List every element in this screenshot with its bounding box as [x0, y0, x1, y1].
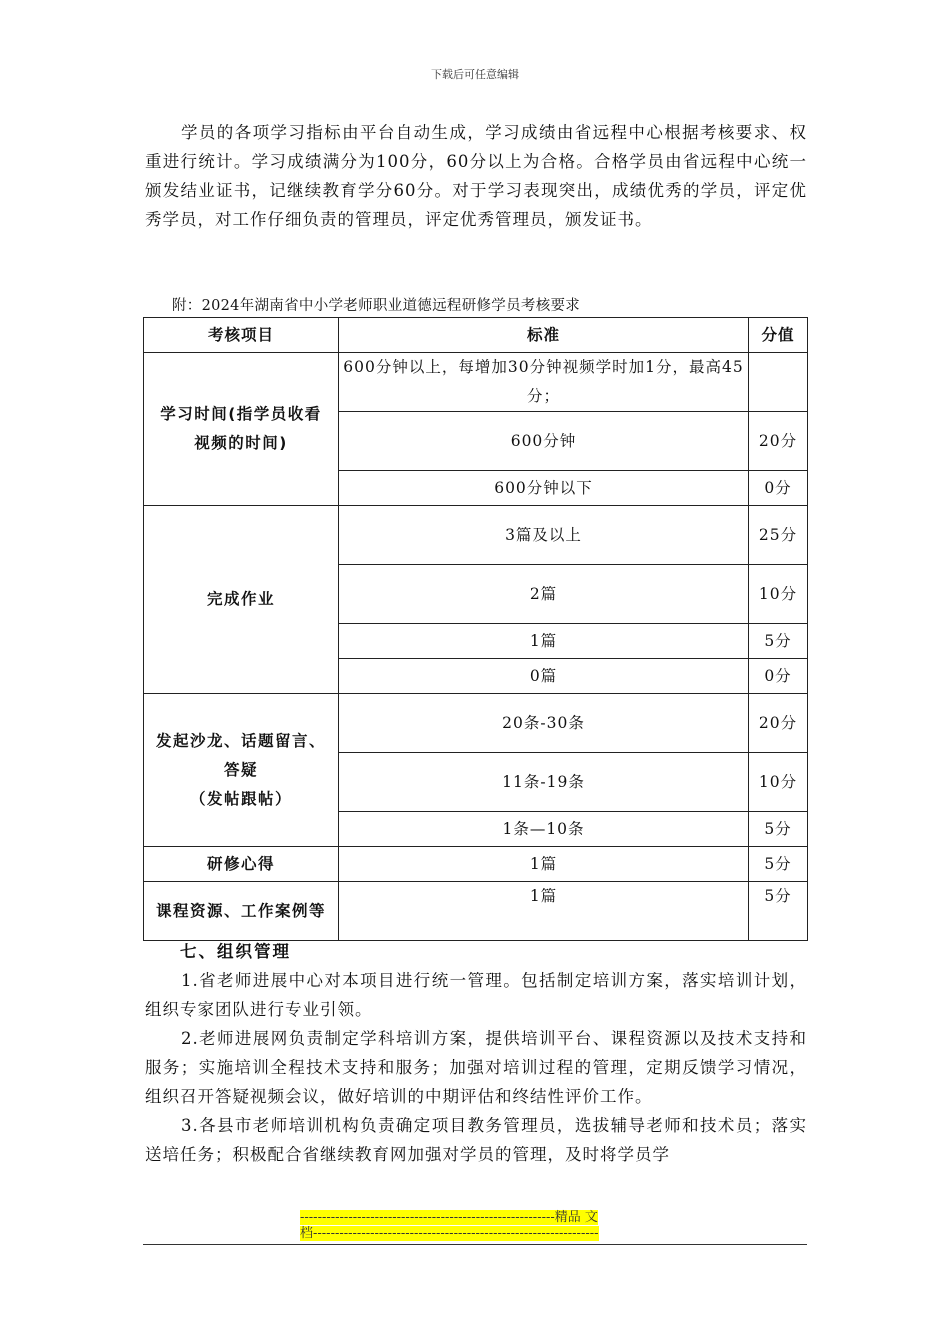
- list-item: 3.各县市老师培训机构负责确定项目教务管理员，选拔辅导老师和技术员；落实送培任务；积极配合省继续教育网加强对学员的管理，及时将学员学: [145, 1116, 807, 1164]
- assessment-table: [143, 317, 808, 941]
- table-row: [144, 506, 808, 565]
- table-row: [144, 882, 808, 941]
- item-study-time: 学习时间(指学员收看 视频的时间): [144, 353, 339, 506]
- header-standard: 标准: [339, 318, 749, 353]
- standard-cell: 2篇: [339, 565, 749, 624]
- table-header-row: [144, 318, 808, 353]
- standard-cell: 600分钟: [339, 412, 749, 471]
- item-homework: 完成作业: [144, 506, 339, 694]
- header-score: 分值: [749, 318, 808, 353]
- score-cell: 25分: [749, 506, 808, 565]
- list-item: 1.省老师进展中心对本项目进行统一管理。包括制定培训方案，落实培训计划，组织专家团队进行专业引领。: [145, 971, 807, 1019]
- table-caption: 附：2024年湖南省中小学老师职业道德远程研修学员考核要求: [172, 298, 581, 314]
- table-row: [144, 847, 808, 882]
- item-reflections: 研修心得: [144, 847, 339, 882]
- standard-cell: 1条—10条: [339, 812, 749, 847]
- section-title: 七、组织管理: [180, 942, 291, 961]
- score-cell: 5分: [749, 624, 808, 659]
- standard-cell: 1篇: [339, 624, 749, 659]
- score-cell: 10分: [749, 565, 808, 624]
- score-cell: [749, 353, 808, 412]
- standard-cell: 1篇: [339, 882, 749, 941]
- standard-cell: 600分钟以上，每增加30分钟视频学时加1分，最高45分；: [339, 353, 749, 412]
- footer-watermark: ----------------------------------------------------------精品 文 档-----------------------------------------------------------------: [300, 1210, 599, 1241]
- standard-cell: 3篇及以上: [339, 506, 749, 565]
- standard-cell: 600分钟以下: [339, 471, 749, 506]
- score-cell: 0分: [749, 471, 808, 506]
- item-salon-posts: 发起沙龙、话题留言、答疑 （发帖跟帖）: [144, 694, 339, 847]
- list-item: 2.老师进展网负责制定学科培训方案，提供培训平台、课程资源以及技术支持和服务；实施培训全程技术支持和服务；加强对培训过程的管理，定期反馈学习情况，组织召开答疑视频会议，做好培训的中期评估和终结性评价工作。: [145, 1029, 807, 1106]
- table-row: [144, 353, 808, 412]
- standard-cell: 1篇: [339, 847, 749, 882]
- score-cell: 5分: [749, 847, 808, 882]
- score-cell: 10分: [749, 753, 808, 812]
- footer-rule: [143, 1244, 807, 1245]
- score-cell: 0分: [749, 659, 808, 694]
- table-row: [144, 694, 808, 753]
- standard-cell: 11条-19条: [339, 753, 749, 812]
- score-cell: 20分: [749, 694, 808, 753]
- score-cell: 20分: [749, 412, 808, 471]
- intro-paragraph: 学员的各项学习指标由平台自动生成，学习成绩由省远程中心根据考核要求、权重进行统计。学习成绩满分为100分，60分以上为合格。合格学员由省远程中心统一颁发结业证书，记继续教育学分60分。对于学习表现突出，成绩优秀的学员，评定优秀学员，对工作仔细负责的管理员，评定优秀管理员，颁发证书。: [145, 123, 807, 229]
- score-cell: 5分: [749, 812, 808, 847]
- section-list: [145, 966, 807, 1169]
- page-header: 下载后可任意编辑: [431, 68, 519, 81]
- standard-cell: 0篇: [339, 659, 749, 694]
- item-course-resources: 课程资源、工作案例等: [144, 882, 339, 941]
- score-cell: 5分: [749, 882, 808, 941]
- standard-cell: 20条-30条: [339, 694, 749, 753]
- header-item: 考核项目: [144, 318, 339, 353]
